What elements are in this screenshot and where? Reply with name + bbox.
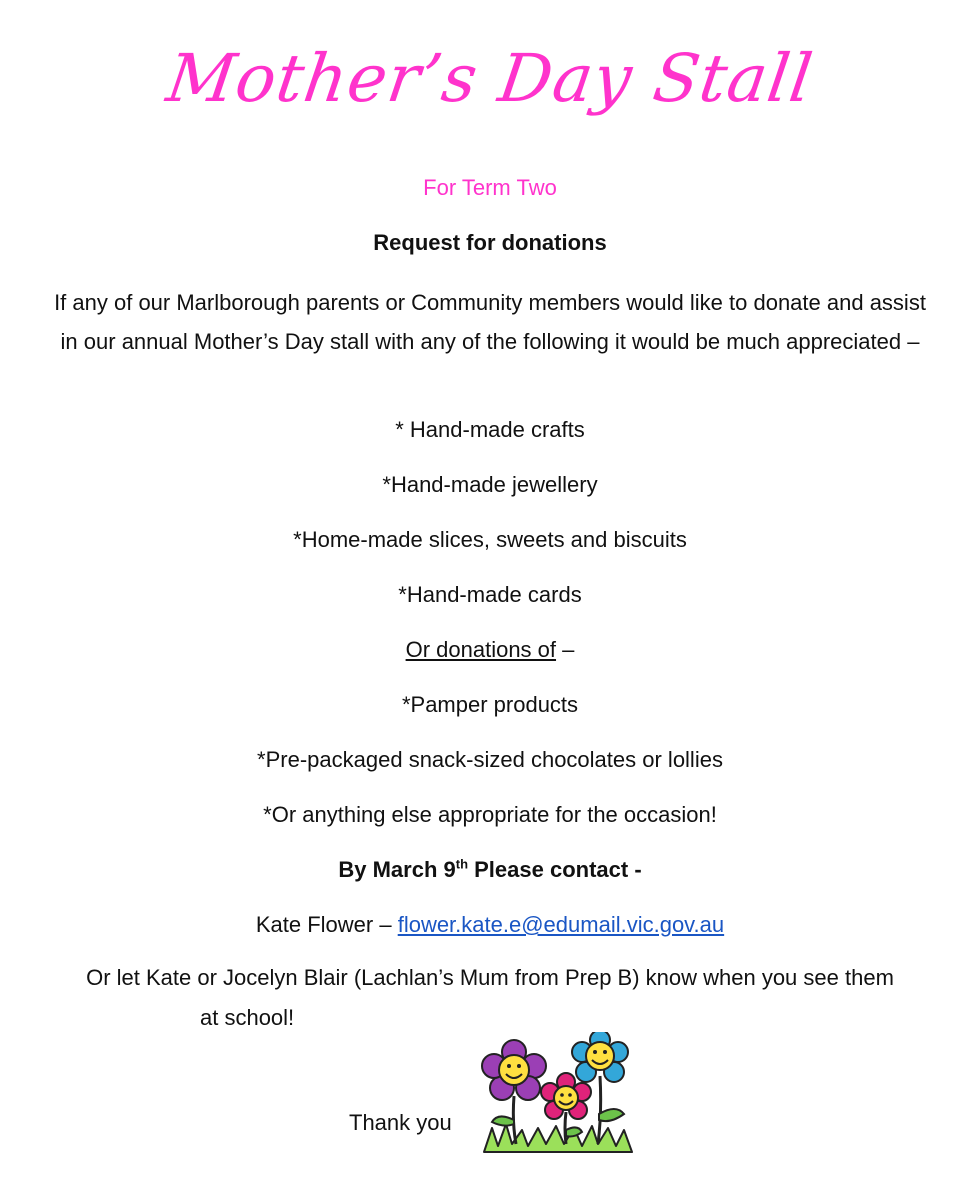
deadline-rest: Please contact - [468, 857, 642, 882]
closing-line-2: at school! [200, 1005, 295, 1030]
donations-dash: – [556, 637, 575, 662]
contact-name: Kate Flower – [255, 912, 398, 937]
thank-you-text: Thank you [349, 1110, 452, 1135]
list-item: *Home-made slices, sweets and biscuits [293, 527, 687, 552]
list-item: *Hand-made cards [398, 582, 582, 607]
page-title: Mother’s Day Stall [162, 40, 818, 117]
deadline-prefix: By March 9 [338, 857, 456, 882]
contact-email-link[interactable]: flower.kate.e@edumail.vic.gov.au [397, 912, 725, 937]
subtitle: For Term Two [423, 175, 557, 200]
donations-heading-line [0, 636, 980, 664]
intro-paragraph: If any of our Marlborough parents or Community members would like to donate and assist in our annual Mother’s Day stall with any of the following it would be much appreciated – [54, 290, 926, 354]
flowers-clipart-icon [478, 1032, 638, 1160]
request-heading: Request for donations [373, 230, 607, 255]
list-item: *Hand-made jewellery [382, 472, 598, 497]
donations-heading: Or donations of [405, 637, 557, 662]
list-item: * Hand-made crafts [395, 417, 585, 442]
list-item: *Pre-packaged snack-sized chocolates or lollies [257, 747, 723, 772]
contact-line [0, 911, 980, 939]
list-item: *Or anything else appropriate for the occasion! [263, 802, 717, 827]
deadline-ordinal: th [455, 856, 469, 872]
closing-line: Or let Kate or Jocelyn Blair (Lachlan’s Mum from Prep B) know when you see them [86, 965, 894, 990]
list-item: *Pamper products [401, 692, 579, 717]
deadline-line [0, 856, 980, 884]
